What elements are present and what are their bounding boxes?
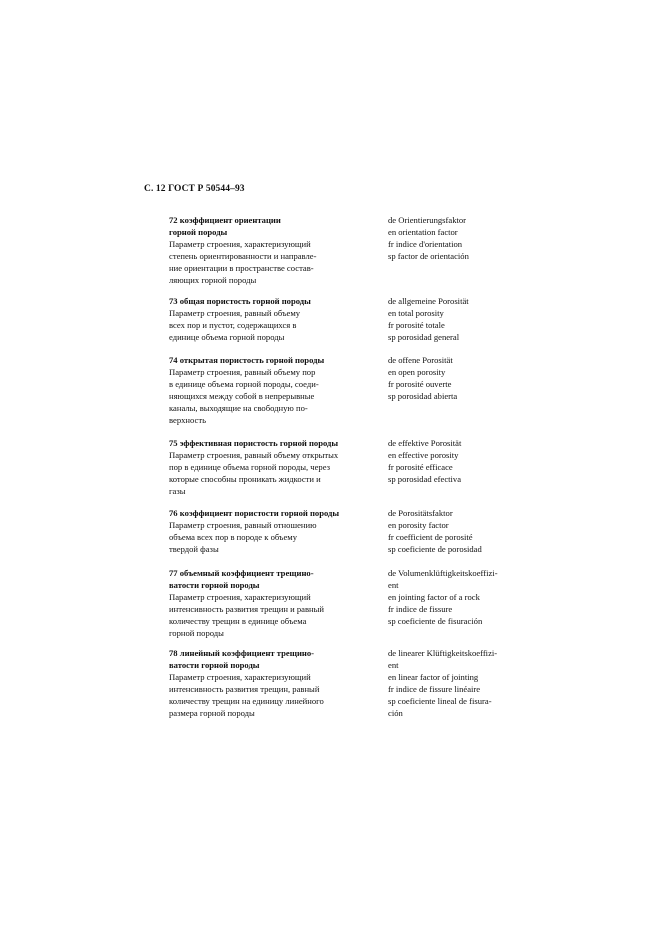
translation-fr: fr porosité ouverte (388, 379, 452, 389)
translation-en: en jointing factor of a rock (388, 592, 480, 602)
translations (388, 295, 548, 343)
definition-line: Параметр строения, характеризующий (169, 672, 311, 682)
translations (388, 437, 548, 485)
definition-line: степень ориентированности и направле- (169, 251, 317, 261)
definition-line: горной породы (169, 628, 224, 638)
translation-de: de Orientierungsfaktor (388, 215, 467, 225)
entry-text (169, 354, 383, 426)
translation-de: de linearer Klüftigkeitskoeffizi- (388, 648, 498, 658)
translations (388, 567, 548, 627)
definition-line: ляющих горной породы (169, 275, 257, 285)
definition-line: пор в единице объема горной породы, через (169, 462, 331, 472)
entry-text (169, 567, 383, 639)
term-title: 77 объемный коэффициент трещино- (169, 568, 314, 578)
definition-line: Параметр строения, характеризующий (169, 592, 311, 602)
definition-line: в единице объема горной породы, соеди- (169, 379, 319, 389)
translation-sp: sp coeficiente de porosidad (388, 544, 482, 554)
entry-text (169, 214, 383, 286)
definition-line: единице объема горной породы (169, 332, 285, 342)
translation-de: de effektive Porosität (388, 438, 462, 448)
translation-en: en orientation factor (388, 227, 458, 237)
translation-de: de offene Porosität (388, 355, 453, 365)
translation-fr: fr indice d'orientation (388, 239, 463, 249)
definition-line: количеству трещин в единице объема (169, 616, 307, 626)
definition-line: верхность (169, 415, 207, 425)
definition-line: интенсивность развития трещин и равный (169, 604, 325, 614)
translation-en: en total porosity (388, 308, 444, 318)
term-title: 75 эффективная пористость горной породы (169, 438, 339, 448)
term-title: ватости горной породы (169, 580, 260, 590)
definition-line: ние ориентации в пространстве состав- (169, 263, 314, 273)
entry-text (169, 437, 383, 497)
entry-text (169, 295, 383, 343)
definition-line: каналы, выходящие на свободную по- (169, 403, 308, 413)
translation-sp-cont: ción (388, 708, 403, 718)
definition-line: количеству трещин на единицу линейного (169, 696, 324, 706)
translation-sp: sp porosidad abierta (388, 391, 458, 401)
translation-fr: fr porosité totale (388, 320, 445, 330)
term-title: ватости горной породы (169, 660, 260, 670)
definition-line: Параметр строения, характеризующий (169, 239, 311, 249)
translations (388, 647, 548, 719)
definition-line: Параметр строения, равный отношению (169, 520, 317, 530)
translation-sp: sp coeficiente lineal de fisura- (388, 696, 492, 706)
definition-line: няющихся между собой в непрерывные (169, 391, 315, 401)
term-title: 74 открытая пористость горной породы (169, 355, 325, 365)
term-title: 76 коэффициент пористости горной породы (169, 508, 340, 518)
translation-sp: sp porosidad efectiva (388, 474, 462, 484)
translation-sp: sp coeficiente de fisuración (388, 616, 483, 626)
definition-line: объема всех пор в породе к объему (169, 532, 298, 542)
translation-fr: fr porosité efficace (388, 462, 453, 472)
entry-text (169, 647, 383, 719)
translation-en: en open porosity (388, 367, 446, 377)
definition-line: твердой фазы (169, 544, 219, 554)
translation-de-cont: ent (388, 660, 399, 670)
translation-de-cont: ent (388, 580, 399, 590)
definition-line: газы (169, 486, 186, 496)
translation-en: en effective porosity (388, 450, 459, 460)
translation-de: de allgemeine Porosität (388, 296, 469, 306)
translations (388, 214, 548, 262)
definition-line: интенсивность развития трещин, равный (169, 684, 320, 694)
translation-en: en porosity factor (388, 520, 449, 530)
translation-en: en linear factor of jointing (388, 672, 479, 682)
translations (388, 354, 548, 402)
term-title: 72 коэффициент ориентации (169, 215, 281, 225)
translation-sp: sp factor de orientación (388, 251, 469, 261)
term-title: 73 общая пористость горной породы (169, 296, 311, 306)
definition-line: всех пор и пустот, содержащихся в (169, 320, 297, 330)
translation-de: de Porositätsfaktor (388, 508, 453, 518)
definition-line: которые способны проникать жидкости и (169, 474, 321, 484)
translation-sp: sp porosidad general (388, 332, 460, 342)
definition-line: Параметр строения, равный объему (169, 308, 301, 318)
translation-fr: fr indice de fissure linéaire (388, 684, 481, 694)
entry-text (169, 507, 383, 555)
definition-line: размера горной породы (169, 708, 255, 718)
translations (388, 507, 548, 555)
translation-fr: fr coefficient de porosité (388, 532, 473, 542)
term-title: горной породы (169, 227, 228, 237)
translation-de: de Volumenklüftigkeitskoeffizi- (388, 568, 498, 578)
translation-fr: fr indice de fissure (388, 604, 453, 614)
page-header: С. 12 ГОСТ Р 50544–93 (144, 184, 245, 194)
term-title: 78 линейный коэффициент трещино- (169, 648, 315, 658)
definition-line: Параметр строения, равный объему открытых (169, 450, 339, 460)
definition-line: Параметр строения, равный объему пор (169, 367, 316, 377)
